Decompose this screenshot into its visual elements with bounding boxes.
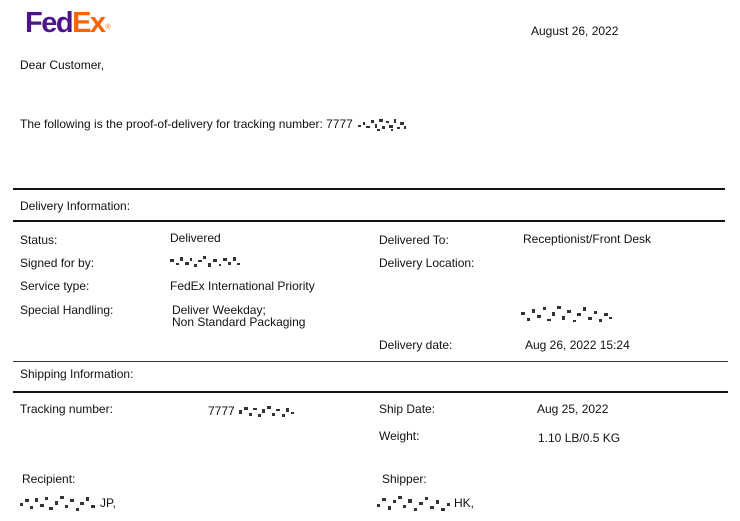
intro-text — [20, 117, 408, 133]
intro-label: The following is the proof-of-delivery for tracking number: 7777 — [20, 117, 353, 132]
delivery-date-value: Aug 26, 2022 15:24 — [525, 338, 630, 352]
delivered-to-label: Delivered To: — [379, 233, 449, 247]
divider-top — [13, 188, 725, 190]
recipient-label: Recipient: — [22, 472, 76, 486]
tracking-prefix: 7777 — [208, 404, 235, 419]
shipper-label: Shipper: — [382, 472, 427, 486]
shipper-country: HK, — [454, 496, 475, 511]
status-value: Delivered — [170, 231, 221, 245]
recipient-value — [18, 494, 116, 514]
weight-value: 1.10 LB/0.5 KG — [538, 431, 621, 445]
tracking-label: Tracking number: — [20, 402, 113, 416]
redacted-shipper-icon — [374, 494, 454, 514]
logo-fed: Fed — [25, 7, 73, 39]
shipping-heading: Shipping Information: — [20, 367, 134, 381]
divider-shipping — [13, 391, 728, 393]
logo-registered-mark: ® — [105, 24, 111, 31]
status-label: Status: — [20, 233, 58, 247]
delivery-heading: Delivery Information: — [20, 199, 131, 213]
weight-label: Weight: — [379, 429, 420, 443]
service-label: Service type: — [20, 279, 90, 293]
fedex-logo — [25, 6, 111, 45]
redacted-tracking-icon — [356, 117, 408, 133]
recipient-country: JP, — [100, 496, 116, 511]
shipper-value — [374, 494, 474, 514]
signed-label: Signed for by: — [20, 256, 95, 270]
divider-delivery — [13, 220, 725, 222]
redacted-signature-icon — [168, 254, 242, 270]
delivery-date-label: Delivery date: — [379, 338, 453, 352]
service-value: FedEx International Priority — [170, 279, 315, 293]
delivered-to-value: Receptionist/Front Desk — [523, 232, 652, 246]
special-handling-value: Deliver Weekday; Non Standard Packaging — [172, 303, 306, 329]
redacted-tracking-number-icon — [238, 404, 296, 420]
ship-date-label: Ship Date: — [379, 402, 436, 416]
special-handling-label: Special Handling: — [20, 303, 114, 317]
redacted-recipient-icon — [18, 494, 100, 514]
letter-date: August 26, 2022 — [531, 24, 619, 38]
logo-ex: Ex — [72, 7, 105, 39]
location-label: Delivery Location: — [379, 256, 475, 270]
divider-shipping-top — [13, 361, 728, 362]
ship-date-value: Aug 25, 2022 — [537, 402, 609, 416]
redacted-location-icon — [518, 304, 614, 328]
greeting: Dear Customer, — [20, 58, 105, 72]
tracking-value — [208, 404, 296, 420]
